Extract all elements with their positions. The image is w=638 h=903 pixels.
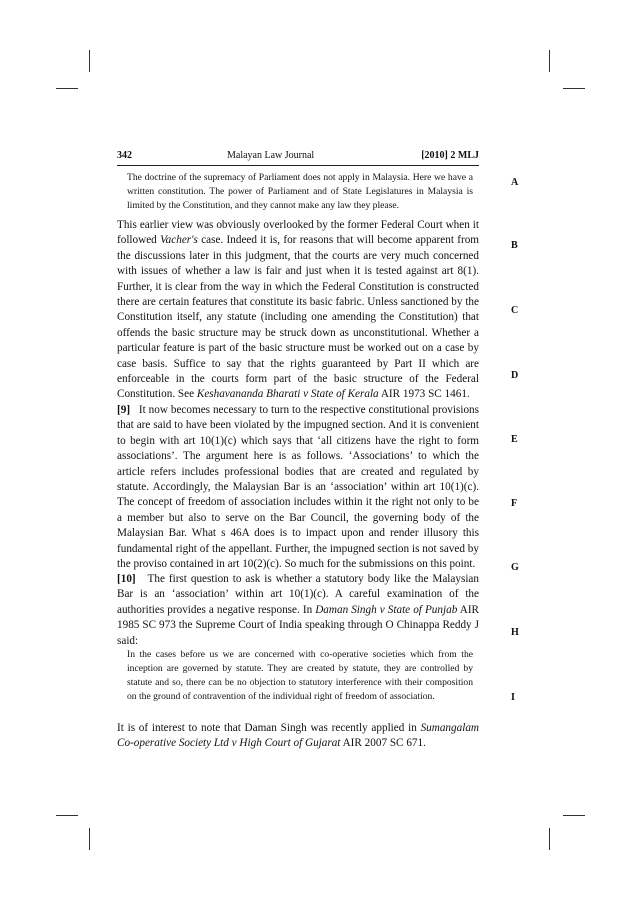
case-name: Daman Singh v State of Punjab bbox=[315, 603, 458, 616]
crop-mark bbox=[549, 828, 550, 850]
margin-letter-f: F bbox=[511, 498, 518, 509]
margin-letter-b: B bbox=[511, 240, 518, 251]
journal-name: Malayan Law Journal bbox=[227, 150, 315, 161]
block-quote-1: The doctrine of the supremacy of Parliament does not apply in Malaysia. Here we have a written constitution. The power of Parliament and of State Legislatures in Malaysia is limited by the Constitution, and they cannot make any law they please. bbox=[127, 172, 473, 211]
block-quote-2: In the cases before us we are concerned with co-operative societies which from the inception are governed by statute. They are created by statute, they are controlled by statute and so, there can be no objection to statutory interference with their composition on the ground of contravention of the individual right of freedom of association. bbox=[127, 649, 473, 702]
crop-mark bbox=[549, 50, 550, 72]
page-number: 342 bbox=[117, 150, 132, 161]
case-name: Vacher's bbox=[160, 234, 198, 247]
margin-letter-g: G bbox=[511, 562, 519, 573]
crop-mark bbox=[56, 815, 78, 816]
citation: [2010] 2 MLJ bbox=[421, 150, 479, 161]
margin-letter-h: H bbox=[511, 627, 519, 638]
paragraph-number: [10] bbox=[117, 573, 136, 585]
paragraph-final: It is of interest to note that Daman Singh was recently applied in Sumangalam Co-operative Society Ltd v High Court of Gujarat AIR 2007 SC 671. bbox=[117, 722, 479, 750]
crop-mark bbox=[56, 88, 78, 89]
paragraph-1: This earlier view was obviously overlooked by the former Federal Court when it followed Vacher's case. Indeed it is, for reasons that will become apparent from the discussions later in this judgment, that the courts are very much concerned with issues of whether a law is fair and just when it is tested against art 8(1). Further, it is clear from the way in which the Federal Constitution is constructed there are certain features that constitute its basic fabric. Unless sanctioned by the Constitution itself, any statute (including one amending the Constitution) that offends the basic structure may be struck down as unconstitutional. Whether a particular feature is part of the basic structure must be worked out on a case by case basis. Suffice to say that the rights guaranteed by Part II which are enforceable in the courts form part of the basic structure of the Federal Constitution. See Keshavananda Bharati v State of Kerala AIR 1973 SC 1461. bbox=[117, 219, 479, 401]
margin-letter-i: I bbox=[511, 692, 515, 703]
case-name: Keshavananda Bharati v State of Kerala bbox=[196, 388, 379, 401]
margin-letter-c: C bbox=[511, 305, 519, 316]
paragraph-9: [9] It now becomes necessary to turn to the respective constitutional provisions that are said to have been violated by the impugned section. And it is convenient to begin with art 10(1)(c) which says that ‘all citizens have the right to form associations’. The argument here is as follows. ‘Associations’ to which the article refers includes professional bodies that are created and regulated by statute. Accordingly, the Malaysian Bar is an ‘association’ within art 10(1)(c). The concept of freedom of association includes within it the right not only to be a member but also to serve on the Bar Council, the governing body of the Malaysian Bar. What s 46A does is to impact upon and render illusory this fundamental right of the appellant. Further, the impugned section is not saved by the proviso contained in art 10(2)(c). So much for the submissions on this point. bbox=[117, 404, 480, 571]
crop-mark bbox=[89, 828, 90, 850]
paragraph-number: [9] bbox=[117, 404, 131, 416]
margin-letter-a: A bbox=[511, 177, 519, 188]
header-rule bbox=[117, 165, 479, 166]
margin-letter-d: D bbox=[511, 370, 519, 381]
running-header bbox=[117, 150, 479, 164]
case-name: Sumangalam Co-operative Society Ltd v High Court of Gujarat bbox=[117, 722, 479, 750]
crop-mark bbox=[89, 50, 90, 72]
paragraph-10: [10] The first question to ask is whether a statutory body like the Malaysian Bar is an ‘association’ within art 10(1)(c). A careful examination of the authorities provides a negative response. In Daman Singh v State of Punjab AIR 1985 SC 973 the Supreme Court of India speaking through O Chinappa Reddy J said: bbox=[117, 573, 480, 647]
crop-mark bbox=[563, 815, 585, 816]
crop-mark bbox=[563, 88, 585, 89]
margin-letter-e: E bbox=[511, 434, 518, 445]
